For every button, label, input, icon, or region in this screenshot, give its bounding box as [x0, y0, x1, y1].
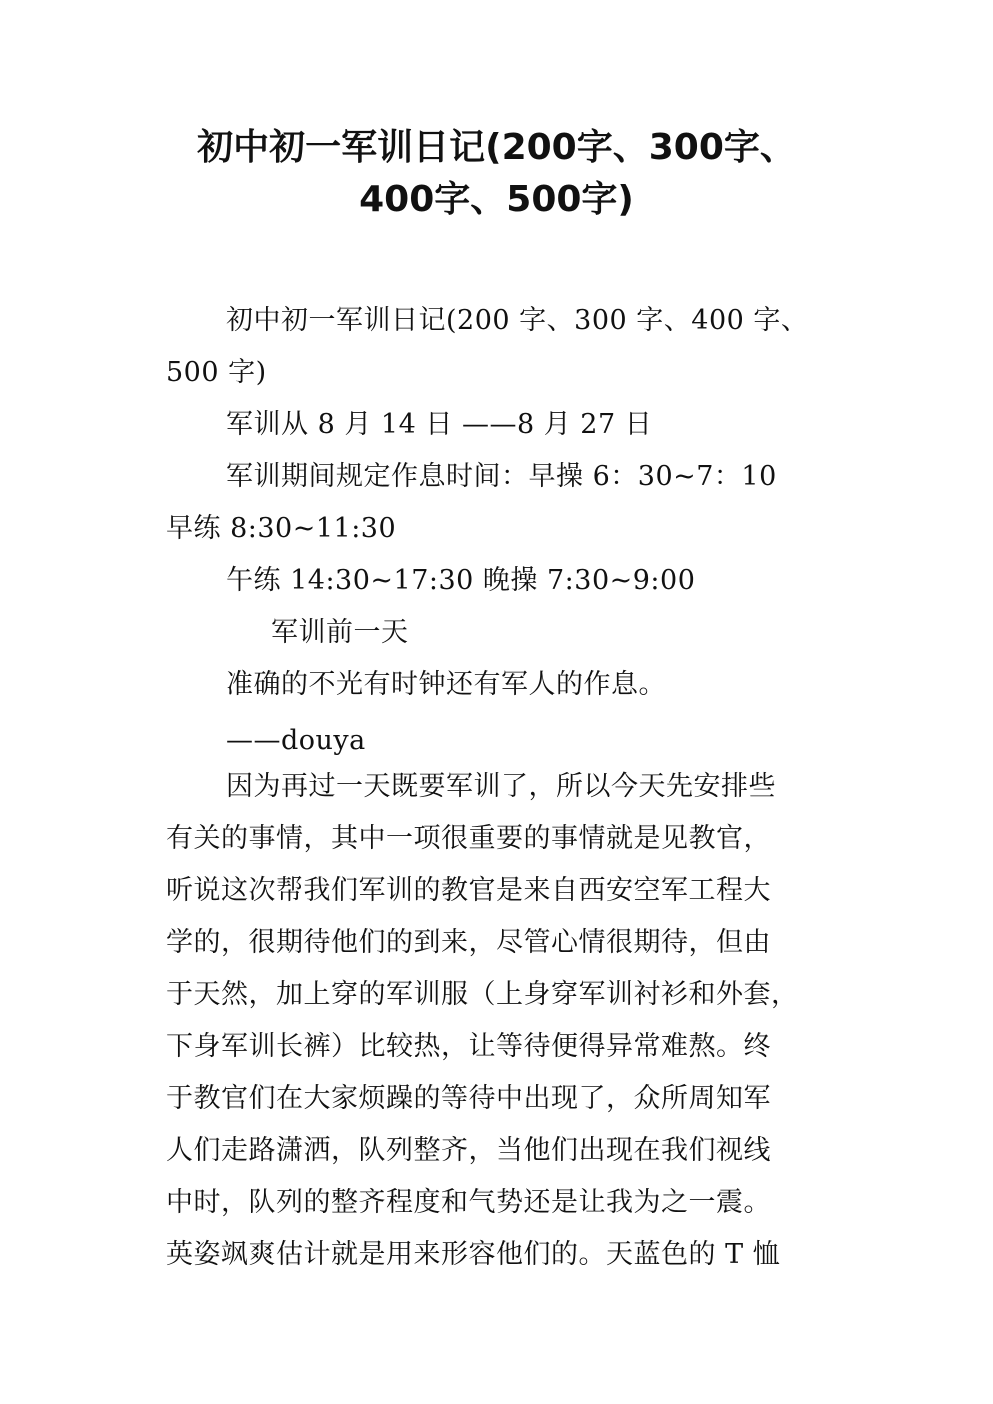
body-line: 因为再过一天既要军训了，所以今天先安排些	[226, 771, 776, 802]
body-line: 英姿飒爽估计就是用来形容他们的。天蓝色的 T 恤	[166, 1239, 781, 1270]
document-title-line-2: 400字、500字)	[359, 179, 634, 220]
body-line: 学的，很期待他们的到来，尽管心情很期待，但由	[166, 927, 771, 958]
body-line: 军训从 8 月 14 日 ——8 月 27 日	[226, 409, 653, 440]
body-line: 有关的事情，其中一项很重要的事情就是见教官，	[166, 823, 771, 854]
body-line: 午练 14:30~17:30 晚操 7:30~9:00	[226, 565, 696, 596]
body-line: 初中初一军训日记(200 字、300 字、400 字、	[226, 305, 809, 336]
body-line: 中时，队列的整齐程度和气势还是让我为之一震。	[166, 1187, 771, 1218]
body-line: ——douya	[226, 725, 366, 756]
body-line: 于教官们在大家烦躁的等待中出现了，众所周知军	[166, 1083, 771, 1114]
body-line: 早练 8:30~11:30	[166, 513, 397, 544]
body-line: 听说这次帮我们军训的教官是来自西安空军工程大	[166, 875, 771, 906]
body-line: 军训期间规定作息时间：早操 6：30~7：10	[226, 461, 777, 492]
document-title-line-1: 初中初一军训日记(200字、300字、	[197, 127, 796, 168]
body-line: 准确的不光有时钟还有军人的作息。	[226, 669, 666, 700]
body-line: 下身军训长裤）比较热，让等待便得异常难熬。终	[166, 1031, 771, 1062]
body-line: 500 字)	[166, 357, 267, 388]
body-line: 于天然，加上穿的军训服（上身穿军训衬衫和外套，	[166, 979, 799, 1010]
section-heading: 军训前一天	[271, 617, 409, 648]
body-line: 人们走路潇洒，队列整齐，当他们出现在我们视线	[166, 1135, 771, 1166]
